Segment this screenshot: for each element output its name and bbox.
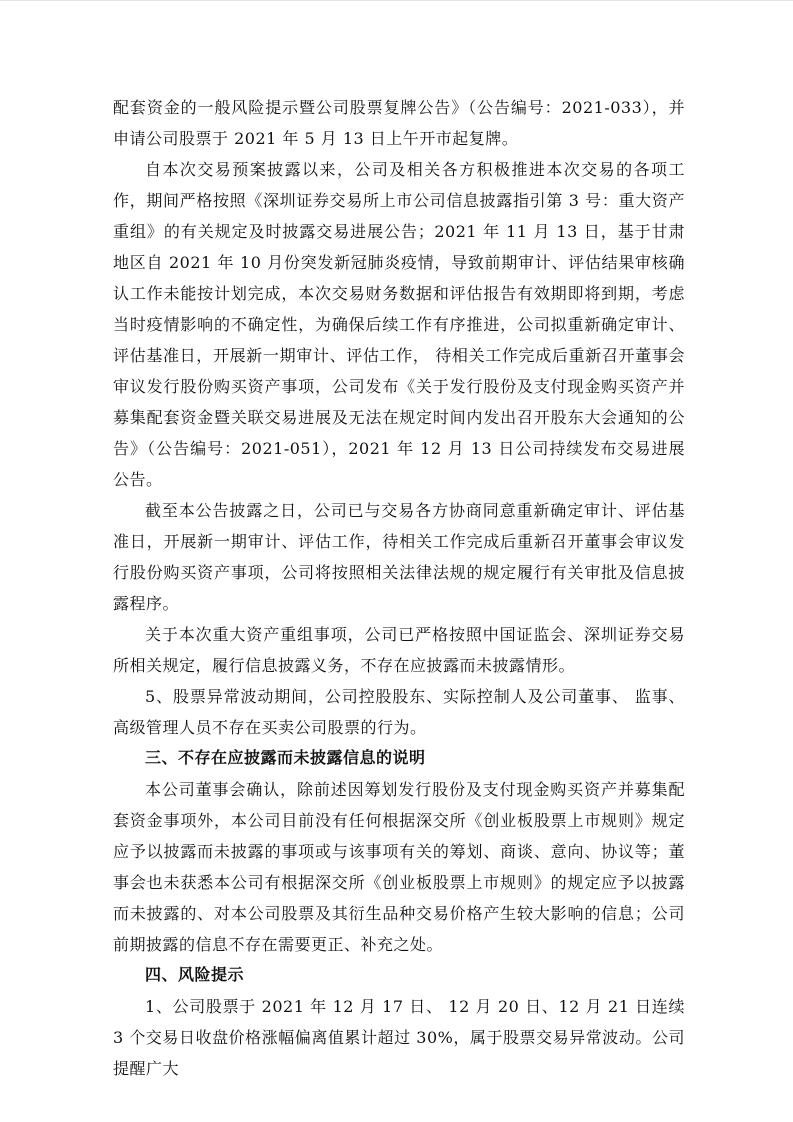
paragraph: 截至本公告披露之日，公司已与交易各方协商同意重新确定审计、评估基准日，开展新一期审计、评估工作，待相关工作完成后重新召开董事会审议发行股份购买资产事项，公司将按照相关法律法规的规定履行有关审批及信息披露程序。 — [113, 501, 685, 613]
paragraph: 关于本次重大资产重组事项，公司已严格按照中国证监会、深圳证券交易所相关规定，履行信息披露义务，不存在应披露而未披露情形。 — [113, 625, 685, 675]
paragraph: 配套资金的一般风险提示暨公司股票复牌公告》（公告编号：2021-033），并申请公司股票于 2021 年 5 月 13 日上午开市起复牌。 — [113, 98, 685, 148]
paragraph: 5、股票异常波动期间，公司控股股东、实际控制人及公司董事、 监事、高级管理人员不存在买卖公司股票的行为。 — [113, 687, 685, 737]
page-top-divider — [0, 0, 793, 1]
paragraph: 自本次交易预案披露以来，公司及相关各方积极推进本次交易的各项工作，期间严格按照《深圳证券交易所上市公司信息披露指引第 3 号：重大资产重组》的有关规定及时披露交易进展公告；2021 年 11 月 13 日，基于甘肃地区自 2021 年 10 月份突发新冠肺炎疫情，导致前期审计、评估结果审核确认工作未能按计划完成，本次交易财务数据和评估报告有效期即将到期，考虑当时疫情影响的不确定性，为确保后续工作有序推进，公司拟重新确定审计、评估基准日，开展新一期审计、评估工作， 待相关工作完成后重新召开董事会审议发行股份购买资产事项，公司发布《关于发行股份及支付现金购买资产并募集配套资金暨关联交易进展及无法在规定时间内发出召开股东大会通知的公告》（公告编号：2021-051），2021 年 12 月 13 日公司持续发布交易进展公告。 — [113, 160, 685, 489]
paragraph: 1、公司股票于 2021 年 12 月 17 日、 12 月 20 日、12 月 21 日连续 3 个交易日收盘价格涨幅偏离值累计超过 30%，属于股票交易异常波动。公司提醒广大 — [113, 997, 685, 1078]
document-body — [113, 92, 685, 1084]
paragraph: 本公司董事会确认，除前述因筹划发行股份及支付现金购买资产并募集配套资金事项外，本公司目前没有任何根据深交所《创业板股票上市规则》规定应予以披露而未披露的事项或与该事项有关的筹划、商谈、意向、协议等；董事会也未获悉本公司有根据深交所《创业板股票上市规则》的规定应予以披露而未披露的、对本公司股票及其衍生品种交易价格产生较大影响的信息；公司前期披露的信息不存在需要更正、补充之处。 — [113, 780, 685, 954]
section-heading: 三、不存在应披露而未披露信息的说明 — [145, 750, 426, 767]
section-heading: 四、风险提示 — [145, 967, 245, 984]
